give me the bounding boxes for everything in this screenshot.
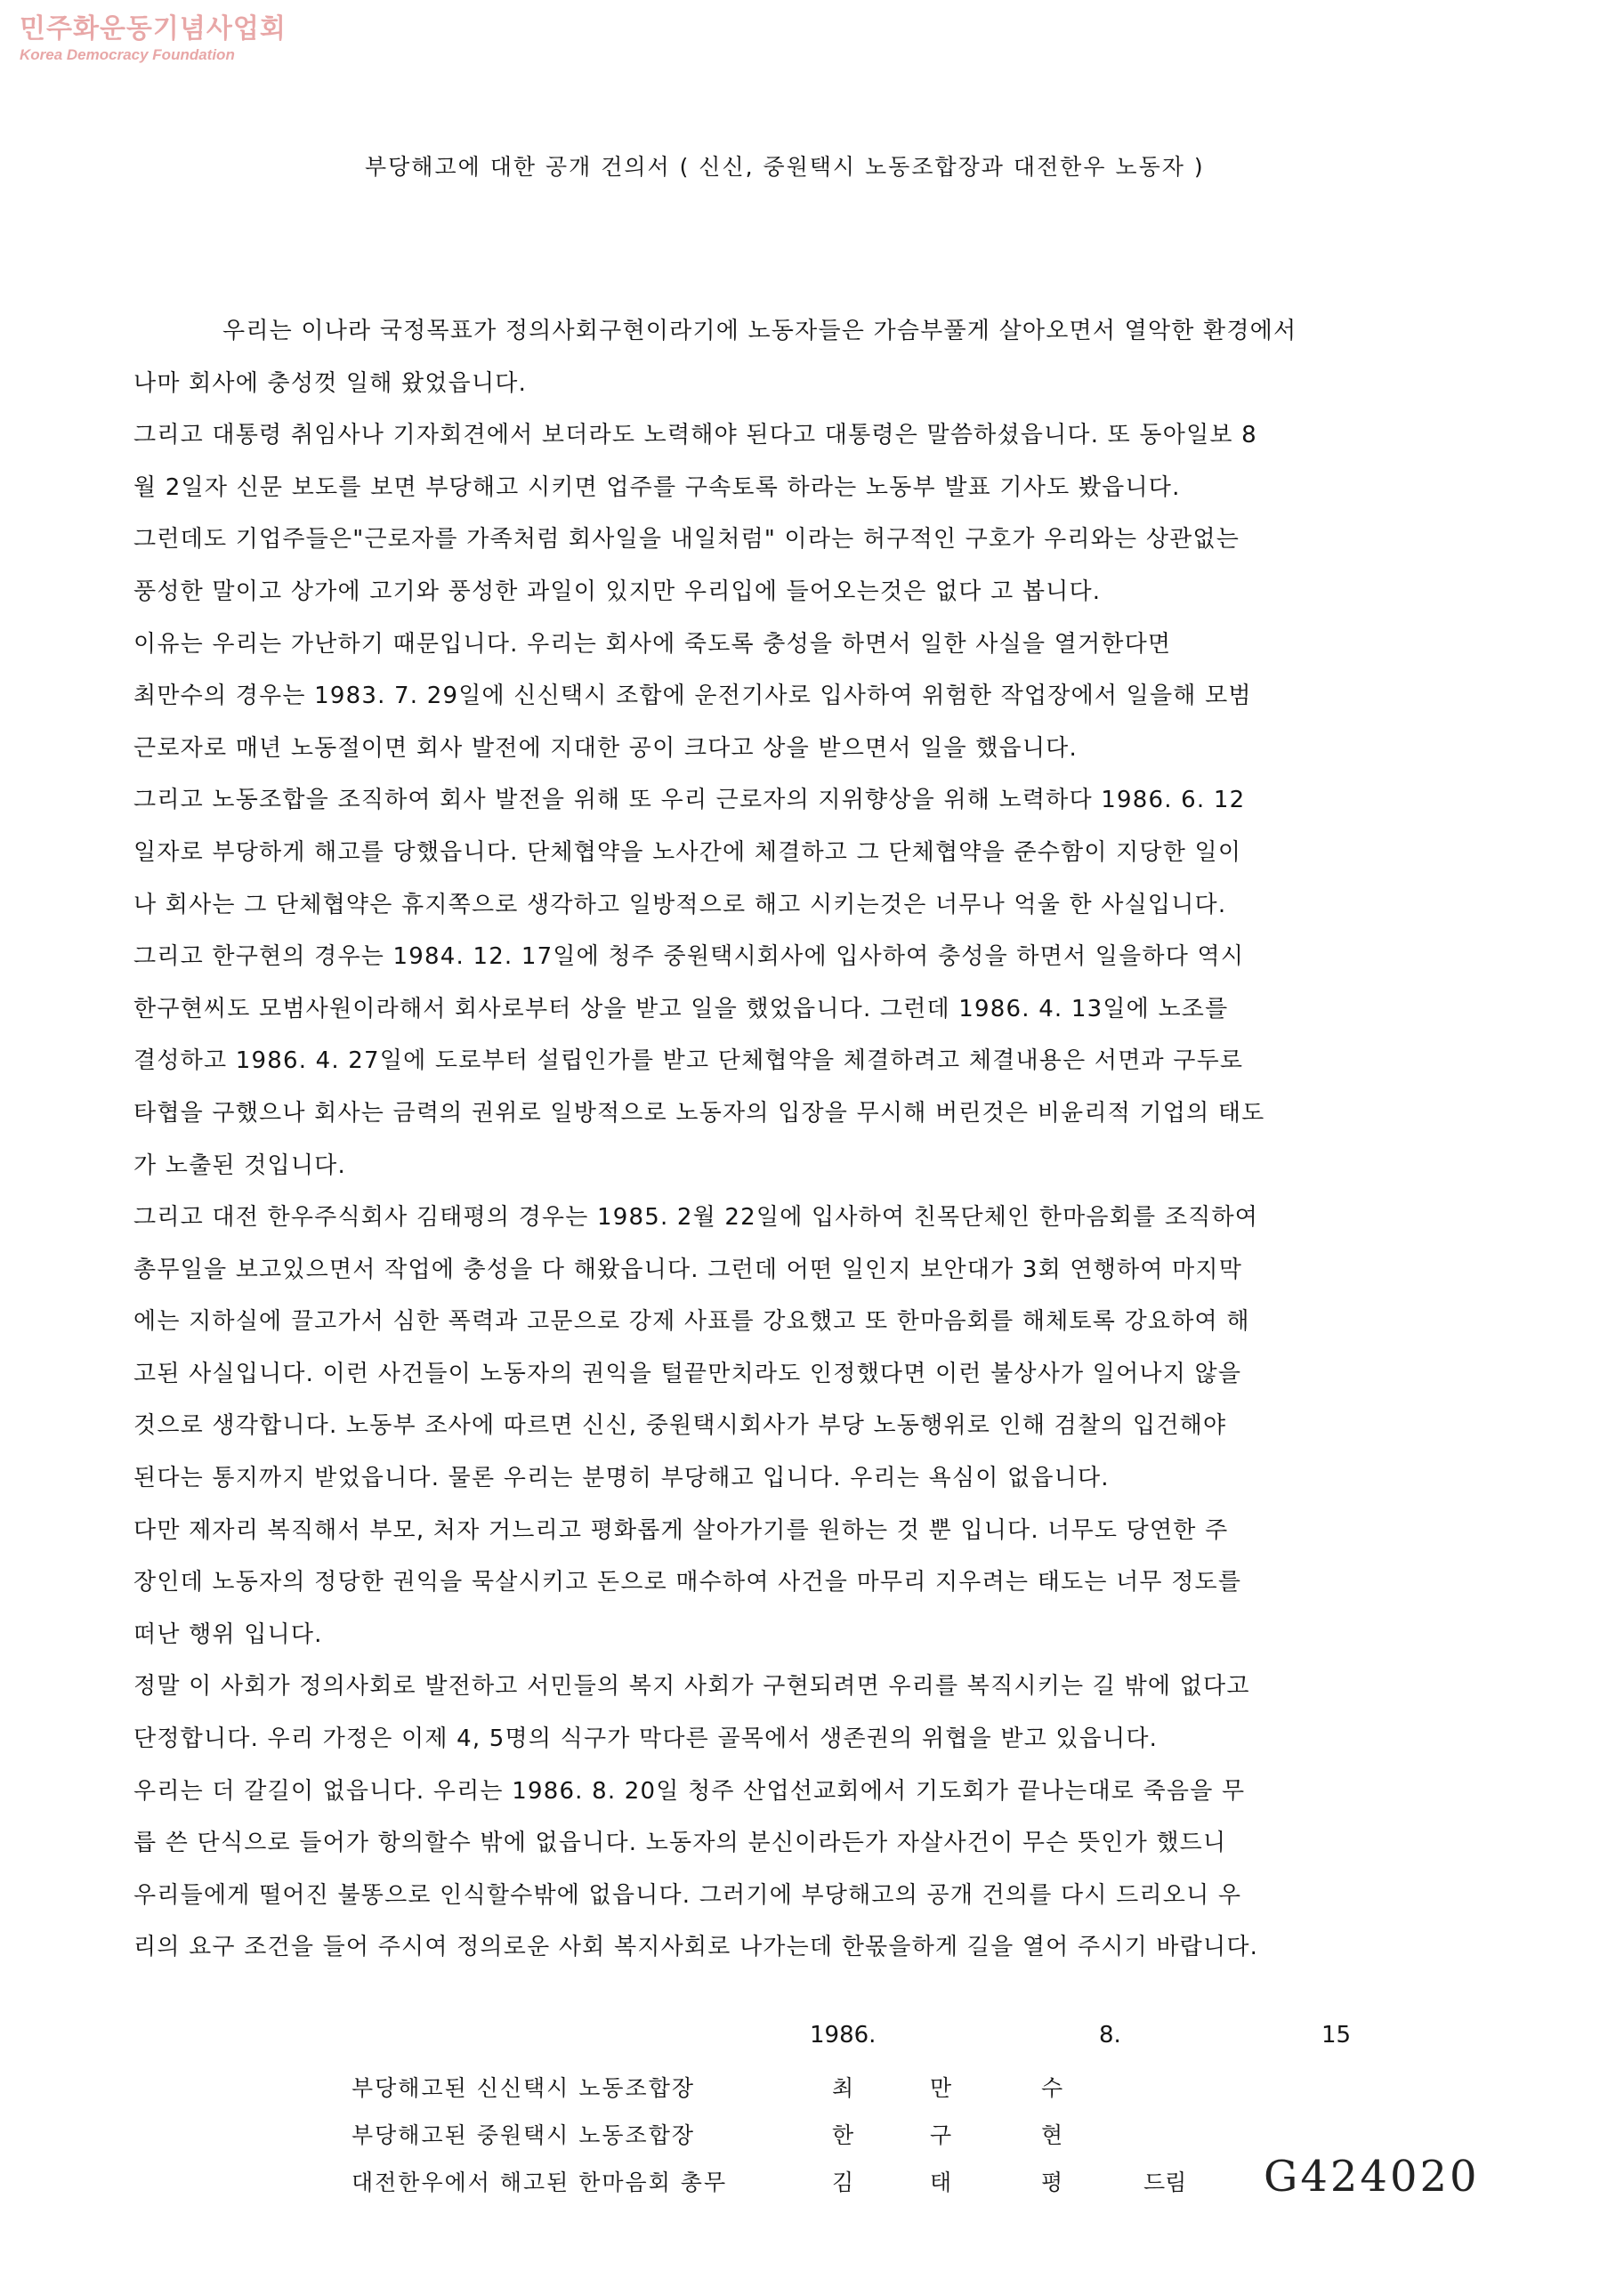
body-line: 릅 쓴 단식으로 들어가 항의할수 밖에 없읍니다. 노동자의 분신이라든가 자살사건이 무슨 뜻인가 했드니 — [133, 1830, 1227, 1857]
body-line: 그리고 대전 한우주식회사 김태평의 경우는 1985. 2월 22일에 입사하여 친목단체인 한마음회를 조직하여 — [133, 1204, 1259, 1232]
body-line: 풍성한 말이고 상가에 고기와 풍성한 과일이 있지만 우리입에 들어오는것은 없다 고 봅니다. — [133, 578, 1102, 605]
body-line: 그리고 한구현의 경우는 1984. 12. 17일에 청주 중원택시회사에 입사하여 충성을 하면서 일을하다 역시 — [133, 943, 1245, 971]
signatory-title: 부당해고된 중원택시 노동조합장 — [351, 2122, 695, 2148]
body-line: 최만수의 경우는 1983. 7. 29일에 신신택시 조합에 운전기사로 입사하여 위험한 작업장에서 일을해 모범 — [133, 683, 1252, 710]
signatory-name-char: 한 — [832, 2122, 854, 2148]
body-line: 가 노출된 것입니다. — [133, 1152, 346, 1179]
body-line: 떠난 행위 입니다. — [133, 1620, 323, 1648]
signatory-name-char: 김 — [832, 2170, 854, 2195]
body-line: 정말 이 사회가 정의사회로 발전하고 서민들의 복지 사회가 구현되려면 우리를 복직시키는 길 밖에 없다고 — [133, 1673, 1250, 1701]
signatory-title: 대전한우에서 해고된 한마음회 총무 — [351, 2170, 728, 2195]
body-line: 다만 제자리 복직해서 부모, 처자 거느리고 평화롭게 살아가기를 원하는 것 뿐 입니다. 너무도 당연한 주 — [133, 1516, 1229, 1544]
signatory-row — [351, 2112, 1241, 2159]
body-line: 타협을 구했으나 회사는 금력의 권위로 일방적으로 노동자의 입장을 무시해 버린것은 비윤리적 기업의 태도 — [133, 1099, 1265, 1127]
watermark-english: Korea Democracy Foundation — [20, 46, 235, 63]
body-line: 총무일을 보고있으면서 작업에 충성을 다 해왔읍니다. 그런데 어떤 일인지 보안대가 3회 연행하여 마지막 — [133, 1256, 1243, 1283]
body-line: 리의 요구 조건을 들어 주시여 정의로운 사회 복지사회로 나가는데 한몫을하게 길을 열어 주시기 바랍니다. — [133, 1934, 1259, 1961]
body-line: 장인데 노동자의 정당한 권익을 묵살시키고 돈으로 매수하여 사건을 마무리 지우려는 태도는 너무 정도를 — [133, 1569, 1242, 1596]
body-line: 한구현씨도 모범사원이라해서 회사로부터 상을 받고 일을 했었읍니다. 그런데 1986. 4. 13일에 노조를 — [133, 995, 1229, 1022]
date-day: 15 — [1321, 2022, 1352, 2049]
body-line: 우리는 이나라 국정목표가 정의사회구현이라기에 노동자들은 가슴부풀게 살아오면서 열악한 환경에서 — [222, 318, 1297, 344]
body-line: 우리들에게 떨어진 불똥으로 인식할수밖에 없읍니다. 그러기에 부당해고의 공개 건의를 다시 드리오니 우 — [133, 1881, 1242, 1909]
body-line: 된다는 통지까지 받었읍니다. 물론 우리는 분명히 부당해고 입니다. 우리는 욕심이 없읍니다. — [133, 1465, 1110, 1492]
body-line: 나마 회사에 충성껏 일해 왔었읍니다. — [133, 369, 528, 397]
signature-block — [351, 2065, 1241, 2206]
document-body — [133, 305, 1504, 1974]
document-title: 부당해고에 대한 공개 건의서 ( 신신, 중원택시 노동조합장과 대전한우 노동자 ) — [365, 154, 1205, 180]
body-line: 이유는 우리는 가난하기 때문입니다. 우리는 회사에 죽도록 충성을 하면서 일한 사실을 열거한다면 — [133, 630, 1172, 658]
archive-code: G424020 — [1264, 2152, 1480, 2202]
body-line: 그리고 대통령 취임사나 기자회견에서 보더라도 노력해야 된다고 대통령은 말씀하셨읍니다. 또 동아일보 8 — [133, 422, 1257, 449]
signatory-name-char: 수 — [1041, 2075, 1063, 2101]
signatory-name-char: 최 — [832, 2075, 854, 2101]
body-line: 그리고 노동조합을 조직하여 회사 발전을 위해 또 우리 근로자의 지위향상을 위해 노력하다 1986. 6. 12 — [133, 787, 1246, 814]
body-line: 고된 사실입니다. 이런 사건들이 노동자의 권익을 털끝만치라도 인정했다면 이런 불상사가 일어나지 않을 — [133, 1360, 1242, 1387]
body-line: 그런데도 기업주들은"근로자를 가족처럼 회사일을 내일처럼" 이라는 허구적인 구호가 우리와는 상관없는 — [133, 526, 1240, 554]
signatory-name-char: 평 — [1041, 2170, 1063, 2195]
body-line: 단정합니다. 우리 가정은 이제 4, 5명의 식구가 막다른 골목에서 생존권의 위협을 받고 있읍니다. — [133, 1725, 1159, 1753]
date-year: 1986. — [810, 2022, 877, 2049]
body-line: 근로자로 매년 노동절이면 회사 발전에 지대한 공이 크다고 상을 받으면서 일을 했읍니다. — [133, 734, 1078, 762]
body-line: 결성하고 1986. 4. 27일에 도로부터 설립인가를 받고 단체협약을 체결하려고 체결내용은 서면과 구두로 — [133, 1047, 1244, 1075]
closing-word: 드림 — [1143, 2170, 1187, 2195]
signatory-name-char: 태 — [930, 2170, 952, 2195]
signatory-name-char: 구 — [930, 2122, 952, 2148]
signatory-title: 부당해고된 신신택시 노동조합장 — [351, 2075, 695, 2101]
watermark-korean: 민주화운동기념사업회 — [20, 13, 287, 44]
body-line: 월 2일자 신문 보도를 보면 부당해고 시키면 업주를 구속토록 하라는 노동부 발표 기사도 봤읍니다. — [133, 473, 1181, 501]
foundation-watermark — [20, 12, 287, 64]
body-line: 우리는 더 갈길이 없읍니다. 우리는 1986. 8. 20일 청주 산업선교회에서 기도회가 끝나는대로 죽음을 무 — [133, 1777, 1246, 1805]
body-line: 에는 지하실에 끌고가서 심한 폭력과 고문으로 강제 사표를 강요했고 또 한마음회를 해체토록 강요하여 해 — [133, 1308, 1250, 1336]
signatory-name-char: 현 — [1041, 2122, 1063, 2148]
date-month: 8. — [1099, 2022, 1121, 2049]
signatory-row — [351, 2065, 1241, 2112]
document-date — [810, 2013, 1433, 2057]
body-line: 나 회사는 그 단체협약은 휴지쪽으로 생각하고 일방적으로 해고 시키는것은 너무나 억울 한 사실입니다. — [133, 891, 1227, 918]
body-line: 일자로 부당하게 해고를 당했읍니다. 단체협약을 노사간에 체결하고 그 단체협약을 준수함이 지당한 일이 — [133, 838, 1242, 866]
body-line: 것으로 생각합니다. 노동부 조사에 따르면 신신, 중원택시회사가 부당 노동행위로 인해 검찰의 입건해야 — [133, 1412, 1227, 1440]
signatory-row — [351, 2159, 1241, 2206]
signatory-name-char: 만 — [930, 2075, 952, 2101]
